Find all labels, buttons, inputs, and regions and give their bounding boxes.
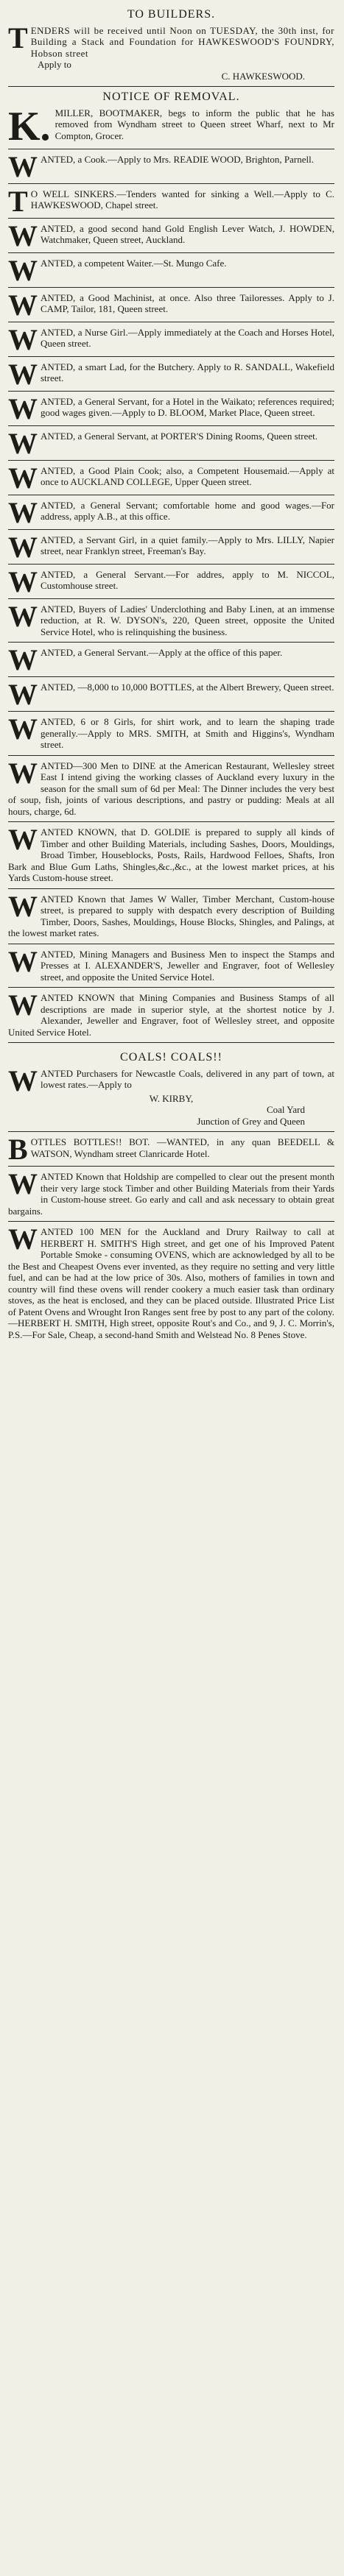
newspaper-column <box>8 0 334 1340</box>
apply-line: Apply to <box>38 59 71 70</box>
divider <box>8 356 334 357</box>
ad-text: ANTED, a General Servant, for a Hotel in the Waikato; references required; good wages given.—Apply to D. BLOOM, Market Place, Queen street. <box>41 395 334 418</box>
drop-cap: K. <box>8 103 51 149</box>
classified-ad <box>8 889 334 939</box>
divider <box>8 598 334 599</box>
drop-cap: W <box>8 678 38 711</box>
classified-ad <box>8 944 334 983</box>
ad-text: ANTED, a General Servant.—For addres, apply to M. NICCOL, Customhouse street. <box>41 568 334 591</box>
ad-text: ANTED KNOWN, that D. GOLDIE is prepared to supply all kinds of Timber and other Building Materials, including Sashes, Doors, Mouldings, Broad Timber, Houseblocks, Posts, Rails, Hardwood Felloes, Shafts, Iron Bark and Blue Gum Laths, Shingles,&c.,&c., at the lowest market prices, at his Yards Custom-house street. <box>8 827 334 883</box>
drop-cap: W <box>8 1167 38 1200</box>
drop-cap: W <box>8 1064 38 1097</box>
classified-ad <box>8 357 334 391</box>
divider <box>8 1042 334 1043</box>
ad-builders <box>8 21 334 82</box>
ad-bottles <box>8 1133 334 1166</box>
ad-text: ANTED, Mining Managers and Business Men to inspect the Stamps and Presses at I. ALEXANDER'S, Jeweller and Engraver, foot of Wellesley street, and opposite the United Service Hotel. <box>41 948 334 983</box>
ad-text: ANTED, a General Servant; comfortable home and good wages.—For address, apply A.B., at this office. <box>41 499 334 522</box>
classified-ad <box>8 149 334 183</box>
drop-cap: W <box>8 253 38 287</box>
drop-cap: W <box>8 495 38 529</box>
classified-ad <box>8 712 334 751</box>
drop-cap: W <box>8 944 38 978</box>
ad-text: ANTED, a Good Plain Cook; also, a Competent Housemaid.—Apply at once to AUCKLAND COLLEGE, Upper Queen street. <box>41 464 334 487</box>
ad-removal <box>8 103 334 149</box>
drop-cap: W <box>8 599 38 633</box>
divider <box>8 86 334 87</box>
ad-text: ANTED, a good second hand Gold English Lever Watch, J. HOWDEN, Watchmaker, Queen street, Auckland. <box>41 222 334 245</box>
drop-cap: W <box>8 988 38 1022</box>
drop-cap: T <box>8 184 28 218</box>
classified-ad <box>8 184 334 218</box>
ad-text: ANTED, Buyers of Ladies' Underclothing and Baby Linen, at an immense reduction, at R. W. DYSON's, 220, Queen street, opposite the United Service Hotel, who is relinquishing the business. <box>41 603 334 637</box>
ad-text: ANTED KNOWN that Mining Companies and Business Stamps of all descriptions are made in superior style, at the shortest notice by J. Alexander, Jeweller and Engraver, foot of Wellesley street, and opposite United Service Hotel. <box>8 992 334 1038</box>
ad-text: ANTED, a General Servant, at PORTER'S Dining Rooms, Queen street. <box>41 430 317 442</box>
ad-text: MILLER, BOOTMAKER, begs to inform the public that he has removed from Wyndham street to Queen street Wharf, next to Mr Compton, Grocer. <box>55 107 334 141</box>
ad-coals <box>8 1064 334 1128</box>
drop-cap: W <box>8 392 38 425</box>
drop-cap: W <box>8 530 38 564</box>
divider <box>8 425 334 426</box>
divider <box>8 711 334 712</box>
divider <box>8 564 334 565</box>
divider <box>8 987 334 988</box>
ad-text: ANTED, a Servant Girl, in a quiet family.—Apply to Mrs. LILLY, Napier street, near Franklyn street, Freeman's Bay. <box>41 534 334 556</box>
drop-cap: W <box>8 712 38 746</box>
classified-ad <box>8 643 334 676</box>
ad-text: ANTED, a Good Machinist, at once. Also three Tailoresses. Apply to J. CAMP, Tailor, 181, Queen street. <box>41 291 334 314</box>
divider <box>8 218 334 219</box>
ad-text: ANTED, a General Servant.—Apply at the office of this paper. <box>41 647 283 658</box>
divider <box>8 391 334 392</box>
divider <box>8 183 334 184</box>
section-heading: TO BUILDERS. <box>127 8 216 21</box>
drop-cap: W <box>8 756 38 790</box>
divider <box>8 755 334 756</box>
divider <box>8 529 334 530</box>
drop-cap: B <box>8 1133 28 1166</box>
drop-cap: W <box>8 643 38 676</box>
drop-cap: W <box>8 357 38 391</box>
classified-ad <box>8 530 334 564</box>
divider <box>8 252 334 253</box>
address-line: Coal Yard <box>266 1104 305 1115</box>
ad-text: ANTED 100 MEN for the Auckland and Drury Railway to call at HERBERT H. SMITH'S High street, and get one of his Improved Patent Portable Smoke - consuming OVENS, which are acknowledged by all to be the Best and Cheapest Ovens ever invented, as they require no setting and very little fuel, and can be had at the low price of 30s. Also, mothers of families in town and country will find these ovens will render cookery a much easier task than ordinary stoves, as the heat is enclosed, and they can be placed outside. Illustrated Price List of Patent Ovens and Wrought Iron Ranges sent free by post to any part of the colony.—HERBERT H. SMITH, High street, opposite Rout's and Co., and 9, J. C. Morrin's, P.S.—For Sale, Cheap, a second-hand Smith and Welstead No. 8 Penes Stove. <box>8 1226 334 1340</box>
classified-ad <box>8 426 334 460</box>
divider <box>8 1221 334 1222</box>
divider <box>8 287 334 288</box>
drop-cap: W <box>8 889 38 923</box>
classified-ad <box>8 461 334 495</box>
classified-ad <box>8 253 334 287</box>
classified-ad <box>8 219 334 252</box>
ad-text: ANTED, a Nurse Girl.—Apply immediately at the Coach and Horses Hotel, Queen street. <box>41 326 334 349</box>
classified-ad <box>8 495 334 529</box>
ad-text: ANTED Known that James W Waller, Timber Merchant, Custom-house street, is prepared to supply with despatch every description of Building Timber, Doors, Sashes, Mouldings, House Blocks, Shingles, and Palings, at the lowest market rates. <box>8 893 334 938</box>
drop-cap: W <box>8 823 38 856</box>
section-heading: NOTICE OF REMOVAL. <box>102 91 240 103</box>
classified-ad <box>8 565 334 598</box>
ad-text: ANTED Purchasers for Newcastle Coals, delivered in any part of town, at lowest rates.—Apply to <box>41 1067 334 1090</box>
ad-railway <box>8 1222 334 1340</box>
classified-ad <box>8 756 334 818</box>
ad-text: ANTED, a Cook.—Apply to Mrs. READIE WOOD, Brighton, Parnell. <box>41 153 314 165</box>
drop-cap: W <box>8 322 38 356</box>
ad-text: ANTED Known that Holdship are compelled to clear out the present month their very large stock Timber and other Building Materials from their Yards in Custom-house street. Go early and call and ask necessary to obtain great bargains. <box>8 1171 334 1217</box>
classified-ad <box>8 823 334 884</box>
ad-text: ANTED, a competent Waiter.—St. Mungo Cafe. <box>41 257 227 269</box>
classified-ad <box>8 599 334 638</box>
drop-cap: W <box>8 288 38 322</box>
drop-cap: W <box>8 565 38 598</box>
divider <box>8 821 334 822</box>
classified-ad <box>8 322 334 356</box>
drop-cap: W <box>8 149 38 183</box>
divider <box>8 642 334 643</box>
drop-cap: T <box>8 21 28 54</box>
ad-text: OTTLES BOTTLES!! BOT. —WANTED, in any quan BEEDELL & WATSON, Wyndham street Clanricarde Hotel. <box>30 1136 334 1159</box>
divider <box>8 1166 334 1167</box>
ad-text: ANTED, —8,000 to 10,000 BOTTLES, at the Albert Brewery, Queen street. <box>41 682 334 693</box>
divider <box>8 888 334 889</box>
classified-ad <box>8 288 334 322</box>
signature: C. HAWKESWOOD. <box>221 70 305 82</box>
divider <box>8 1131 334 1132</box>
drop-cap: W <box>8 426 38 460</box>
classified-ad <box>8 988 334 1038</box>
divider <box>8 676 334 677</box>
classified-ad <box>8 678 334 711</box>
drop-cap: W <box>8 1222 38 1256</box>
section-heading: COALS! COALS!! <box>120 1051 222 1064</box>
classified-ad <box>8 392 334 425</box>
divider <box>8 460 334 461</box>
ad-text: ENDERS will be received until Noon on TUESDAY, the 30th inst, for Building a Stack and Foundation for HAWKESWOOD'S FOUNDRY, Hobson street <box>30 24 334 59</box>
signature: W. KIRBY, <box>149 1092 194 1104</box>
ad-holdship <box>8 1167 334 1217</box>
ad-text: ANTED, a smart Lad, for the Butchery. Apply to R. SANDALL, Wakefield street. <box>41 361 334 383</box>
drop-cap: W <box>8 219 38 252</box>
drop-cap: W <box>8 461 38 495</box>
ad-text: O WELL SINKERS.—Tenders wanted for sinking a Well.—Apply to C. HAWKESWOOD, Chapel street. <box>30 188 334 210</box>
address-line: Junction of Grey and Queen <box>197 1115 305 1127</box>
wanted-ads-list <box>8 149 334 1044</box>
ad-text: ANTED—300 Men to DINE at the American Restaurant, Wellesley street East I intend giving the working classes of Auckland every luxury in the season for the small sum of 6d per Meal: The Dinner includes the very best of soup, fish, joints of various descriptions, and pastry or pudding: Meals at all hours, charge, 6d. <box>8 760 334 817</box>
ad-text: ANTED, 6 or 8 Girls, for shirt work, and to learn the shaping trade generally.—Apply to MRS. SMITH, at Smith and Higgins's, Wyndham street. <box>41 716 334 750</box>
